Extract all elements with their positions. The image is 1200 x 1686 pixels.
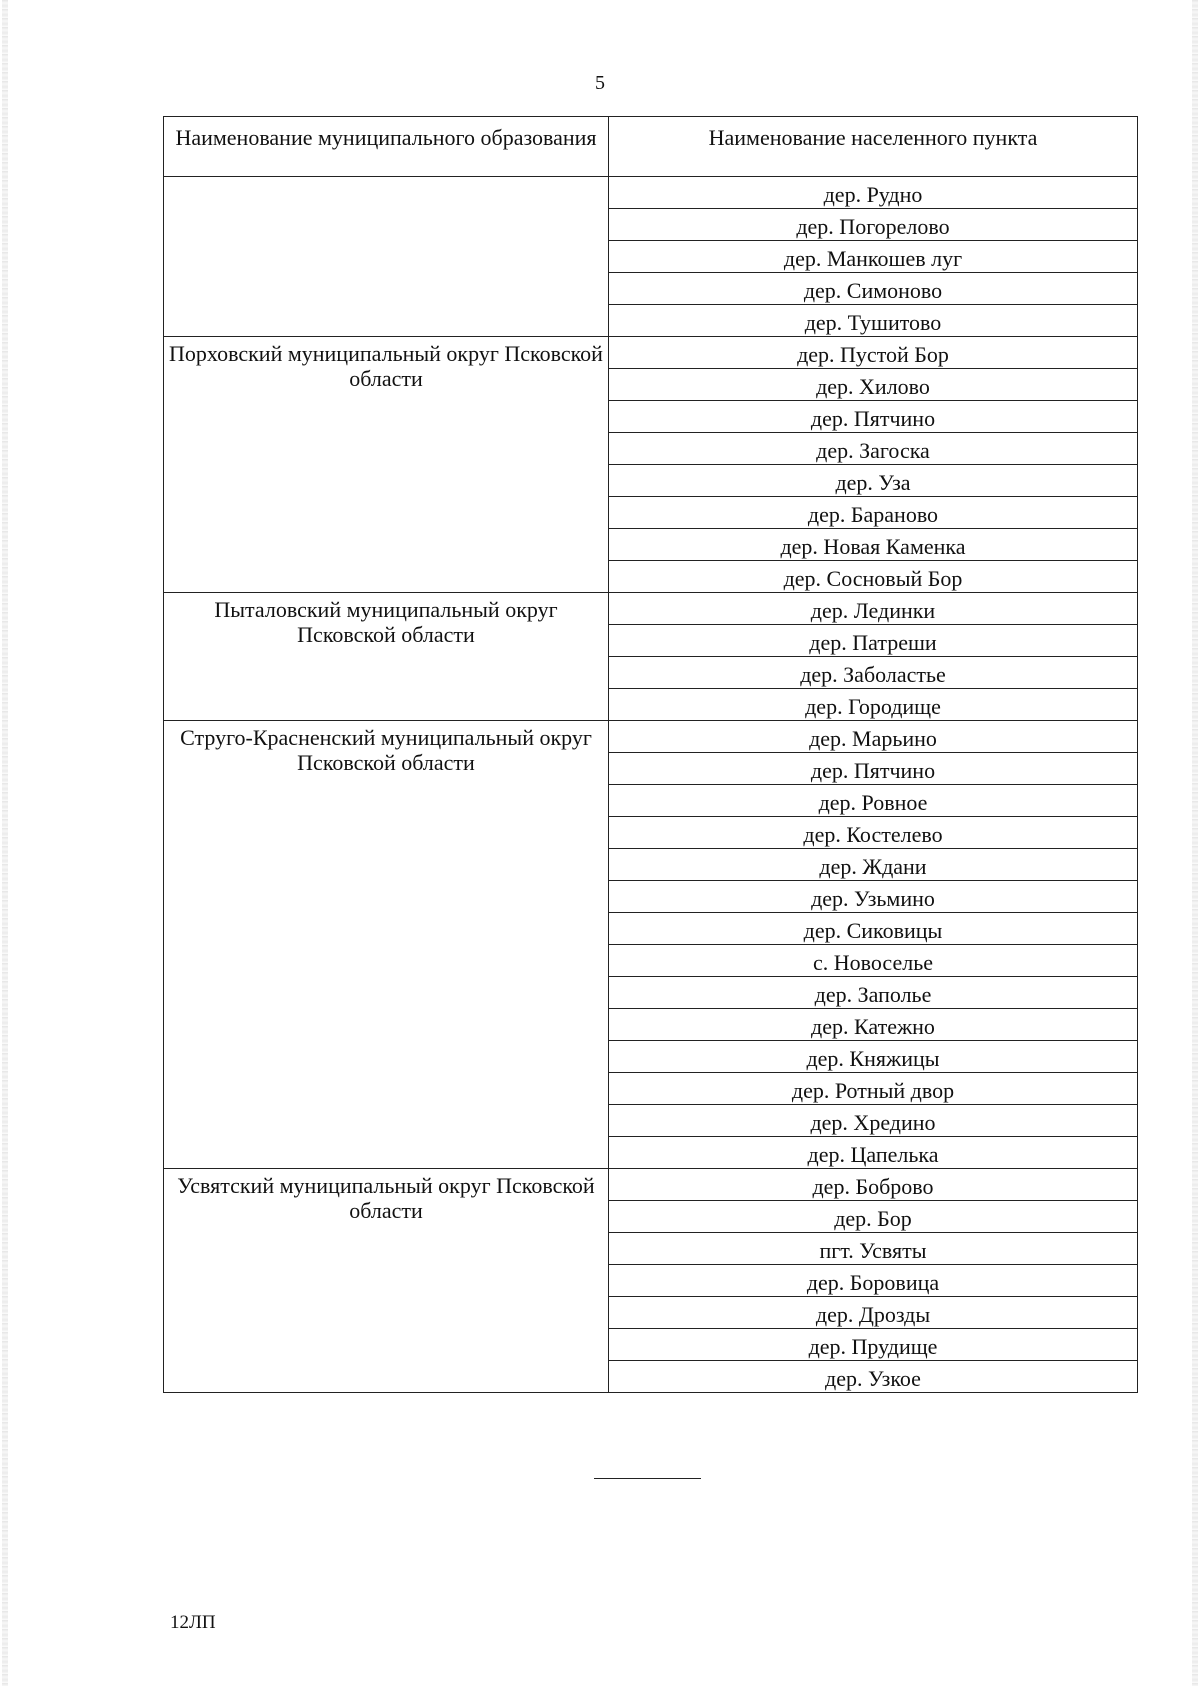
settlement-cell: дер. Хредино [609, 1105, 1138, 1137]
settlement-cell: дер. Ровное [609, 785, 1138, 817]
settlement-cell: дер. Пятчино [609, 753, 1138, 785]
table-row [164, 1169, 1138, 1201]
settlement-cell: дер. Цапелька [609, 1137, 1138, 1169]
settlement-cell: дер. Боброво [609, 1169, 1138, 1201]
table-body [164, 177, 1138, 1393]
settlement-cell: дер. Уза [609, 465, 1138, 497]
scan-edge-right [1192, 0, 1198, 1686]
settlement-cell: дер. Симоново [609, 273, 1138, 305]
settlement-cell: дер. Бор [609, 1201, 1138, 1233]
settlement-cell: дер. Катежно [609, 1009, 1138, 1041]
municipality-cell: Усвятский муниципальный округ Псковской области [164, 1169, 609, 1393]
table-row [164, 593, 1138, 625]
scan-edge-left [2, 0, 8, 1686]
page-number: 5 [595, 72, 605, 94]
document-code: 12ЛП [170, 1612, 216, 1633]
settlement-cell: дер. Патреши [609, 625, 1138, 657]
settlement-cell: дер. Заполье [609, 977, 1138, 1009]
settlement-cell: дер. Заболастье [609, 657, 1138, 689]
settlement-cell: дер. Сиковицы [609, 913, 1138, 945]
municipality-cell [164, 177, 609, 337]
settlement-cell: дер. Пустой Бор [609, 337, 1138, 369]
settlement-cell: дер. Городище [609, 689, 1138, 721]
settlement-cell: дер. Загоска [609, 433, 1138, 465]
closing-rule [594, 1478, 701, 1479]
settlement-cell: дер. Княжицы [609, 1041, 1138, 1073]
settlement-cell: дер. Бараново [609, 497, 1138, 529]
table-row [164, 721, 1138, 753]
table-row [164, 337, 1138, 369]
settlement-cell: дер. Тушитово [609, 305, 1138, 337]
settlement-cell: дер. Рудно [609, 177, 1138, 209]
settlement-cell: дер. Прудище [609, 1329, 1138, 1361]
settlement-cell: дер. Лединки [609, 593, 1138, 625]
header-settlement: Наименование населенного пункта [609, 117, 1138, 177]
table-row [164, 177, 1138, 209]
settlement-cell: дер. Новая Каменка [609, 529, 1138, 561]
settlement-cell: дер. Сосновый Бор [609, 561, 1138, 593]
table-header-row [164, 117, 1138, 177]
settlement-cell: с. Новоселье [609, 945, 1138, 977]
municipality-cell: Струго-Красненский муниципальный округ Псковской области [164, 721, 609, 1169]
settlement-cell: пгт. Усвяты [609, 1233, 1138, 1265]
municipality-cell: Порховский муниципальный округ Псковской области [164, 337, 609, 593]
settlement-cell: дер. Дрозды [609, 1297, 1138, 1329]
settlement-cell: дер. Узьмино [609, 881, 1138, 913]
settlement-cell: дер. Марьино [609, 721, 1138, 753]
settlement-cell: дер. Ждани [609, 849, 1138, 881]
settlement-cell: дер. Погорелово [609, 209, 1138, 241]
settlement-cell: дер. Костелево [609, 817, 1138, 849]
header-municipality: Наименование муниципального образования [164, 117, 609, 177]
municipality-cell: Пыталовский муниципальный округ Псковской области [164, 593, 609, 721]
settlement-cell: дер. Хилово [609, 369, 1138, 401]
settlement-cell: дер. Боровица [609, 1265, 1138, 1297]
settlement-cell: дер. Манкошев луг [609, 241, 1138, 273]
settlement-cell: дер. Пятчино [609, 401, 1138, 433]
settlement-cell: дер. Ротный двор [609, 1073, 1138, 1105]
settlement-cell: дер. Узкое [609, 1361, 1138, 1393]
settlements-table [163, 116, 1138, 1393]
